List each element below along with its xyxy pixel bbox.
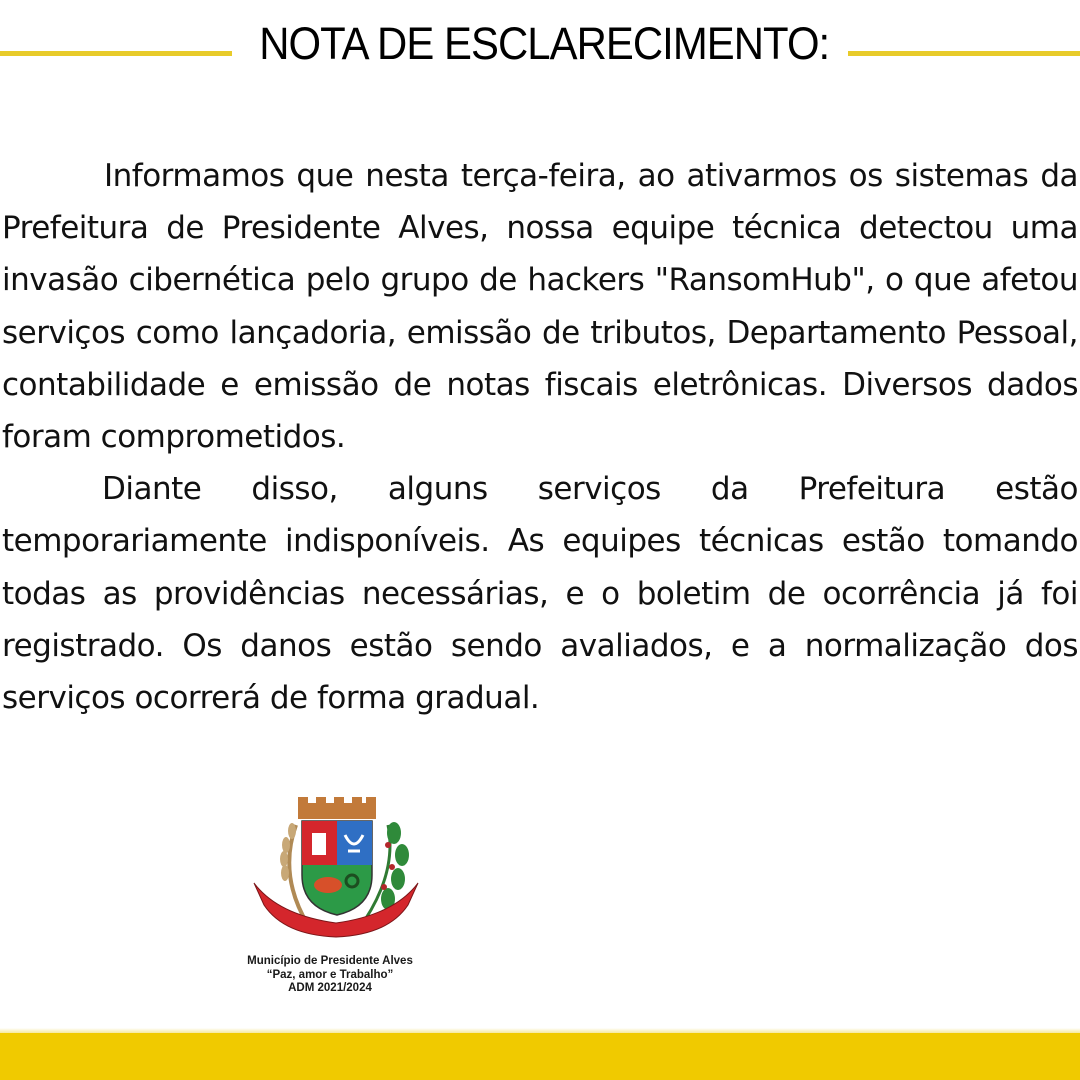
paragraph-2: Diante disso, alguns serviços da Prefeitura estão temporariamente indisponíveis. As equipes técnicas estão tomando todas as providências necessárias, e o boletim de ocorrência já foi registrado. Os danos estão sendo avaliados, e a normalização dos serviços ocorrerá de forma gradual.: [2, 471, 1078, 717]
municipality-name: Município de Presidente Alves: [247, 955, 413, 967]
administration-period: ADM 2021/2024: [288, 982, 372, 994]
paragraph-1: Informamos que nesta terça-feira, ao ativarmos os sistemas da Prefeitura de Presidente Alves, nossa equipe técnica detectou uma invasão cibernética pelo grupo de hackers "RansomHub", o que afetou serviços como lançadoria, emissão de tributos, Departamento Pessoal, contabilidade e emissão de notas fiscais eletrônicas. Diversos dados foram comprometidos.: [2, 158, 1078, 456]
header-rule-right: [848, 51, 1080, 56]
logo-caption: [220, 955, 440, 996]
page-title: NOTA DE ESCLARECIMENTO:: [259, 18, 830, 69]
announcement-body: [2, 150, 1078, 724]
footer-bar: [0, 1033, 1080, 1080]
municipal-coat-of-arms-icon: [248, 795, 424, 945]
municipality-motto: “Paz, amor e Trabalho”: [266, 968, 394, 981]
header-rule-left: [0, 51, 232, 56]
header: [0, 12, 1080, 72]
